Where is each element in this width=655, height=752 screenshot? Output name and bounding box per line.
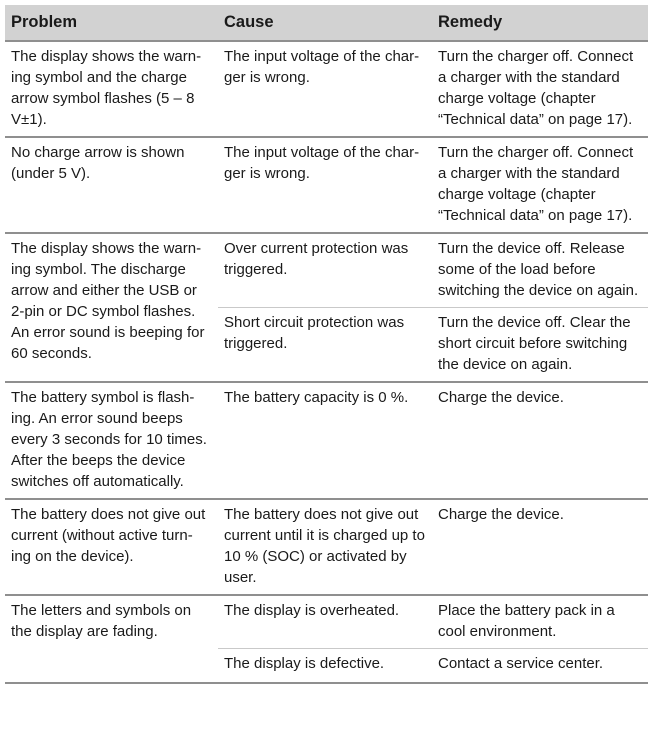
table-row [5, 41, 648, 137]
problem-cell: The battery does not give out current (without active turn-ing on the device). [5, 499, 218, 595]
cause-cell: The display is defective. [218, 649, 432, 684]
header-cause: Cause [218, 5, 432, 41]
table-body [5, 41, 648, 683]
table-row [5, 595, 648, 649]
problem-cell: The display shows the warn-ing symbol and the charge arrow symbol flashes (5 – 8 V±1). [5, 41, 218, 137]
problem-cell: The letters and symbols on the display are fading. [5, 595, 218, 683]
remedy-cell: Place the battery pack in a cool environment. [432, 595, 648, 649]
cause-cell: Over current protection was triggered. [218, 233, 432, 308]
cause-cell: The input voltage of the char-ger is wrong. [218, 41, 432, 137]
cause-cell: The display is overheated. [218, 595, 432, 649]
header-row [5, 5, 648, 41]
cause-cell: The input voltage of the char-ger is wrong. [218, 137, 432, 233]
problem-cell: The display shows the warn-ing symbol. The discharge arrow and either the USB or 2-pin or DC symbol flashes. An error sound is beeping for 60 seconds. [5, 233, 218, 382]
table-row [5, 233, 648, 308]
table-row [5, 499, 648, 595]
remedy-cell: Turn the charger off. Connect a charger with the standard charge voltage (chapter “Technical data” on page 17). [432, 41, 648, 137]
remedy-cell: Turn the device off. Clear the short circuit before switching the device on again. [432, 308, 648, 383]
header-remedy: Remedy [432, 5, 648, 41]
table-row [5, 137, 648, 233]
troubleshooting-table [5, 5, 648, 684]
cause-cell: The battery does not give out current until it is charged up to 10 % (SOC) or activated by user. [218, 499, 432, 595]
remedy-cell: Contact a service center. [432, 649, 648, 684]
header-problem: Problem [5, 5, 218, 41]
remedy-cell: Charge the device. [432, 382, 648, 499]
problem-cell: The battery symbol is flash-ing. An error sound beeps every 3 seconds for 10 times. After the beeps the device switches off automatically. [5, 382, 218, 499]
cause-cell: The battery capacity is 0 %. [218, 382, 432, 499]
cause-cell: Short circuit protection was triggered. [218, 308, 432, 383]
table-row [5, 382, 648, 499]
problem-cell: No charge arrow is shown (under 5 V). [5, 137, 218, 233]
remedy-cell: Turn the device off. Release some of the load before switching the device on again. [432, 233, 648, 308]
table-header [5, 5, 648, 41]
remedy-cell: Turn the charger off. Connect a charger with the standard charge voltage (chapter “Technical data” on page 17). [432, 137, 648, 233]
remedy-cell: Charge the device. [432, 499, 648, 595]
